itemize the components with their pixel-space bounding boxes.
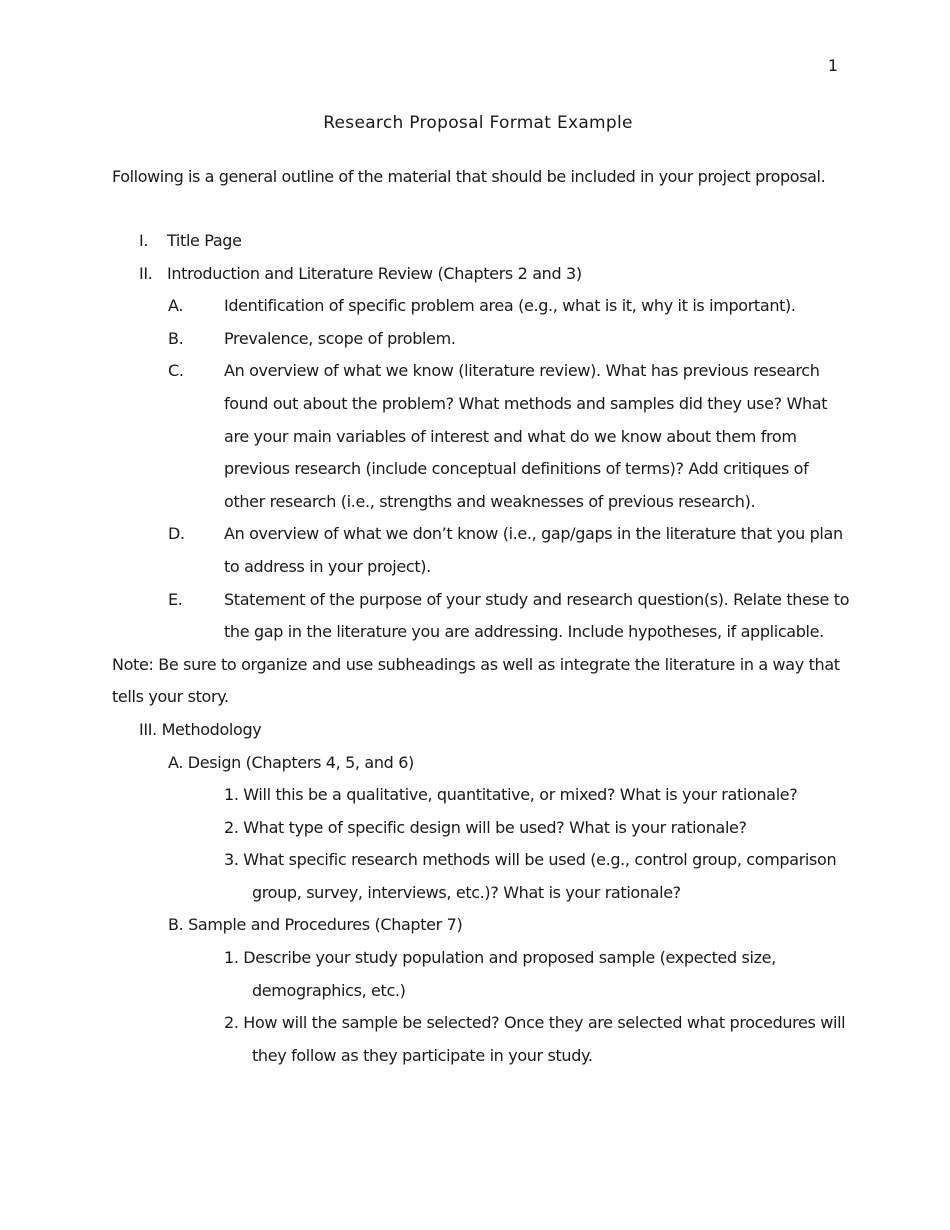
design-item-text: 3. What specific research methods will be used (e.g., control group, comparison group, survey, interviews, etc.)? What is your rationale? xyxy=(224,850,837,902)
item-text: Statement of the purpose of your study and research question(s). Relate these to the gap in the literature you are addressing. Include hypotheses, if applicable. xyxy=(224,589,850,642)
design-item-text: 2. What type of specific design will be used? What is your rationale? xyxy=(224,817,747,837)
item-label: A. xyxy=(168,296,184,316)
item-label: E. xyxy=(168,589,183,609)
design-item-text: 1. Will this be a qualitative, quantitative, or mixed? What is your rationale? xyxy=(224,785,798,805)
item-label: B. xyxy=(168,328,184,348)
item-text: Prevalence, scope of problem. xyxy=(224,328,456,348)
section-2-item-c xyxy=(112,355,852,518)
sample-item-text: 2. How will the sample be selected? Once they are selected what procedures will they follow as they participate in your study. xyxy=(224,1013,846,1065)
page-number: 1 xyxy=(827,56,838,75)
section-1-label: I. xyxy=(139,231,149,250)
section-2-item-d xyxy=(112,518,852,583)
design-item-3 xyxy=(112,844,852,909)
section-2-item-a xyxy=(112,290,852,323)
document-title: Research Proposal Format Example xyxy=(323,113,633,133)
item-label: C. xyxy=(168,361,184,381)
sample-item-text: 1. Describe your study population and proposed sample (expected size, demographics, etc.) xyxy=(224,948,776,1000)
section-3-heading: III. Methodology xyxy=(139,719,262,739)
note-paragraph: Note: Be sure to organize and use subheadings as well as integrate the literature in a way that tells your story. xyxy=(112,654,840,707)
section-2-item-e xyxy=(112,584,852,649)
section-2-item-b xyxy=(112,323,852,356)
item-label: D. xyxy=(168,524,185,544)
sample-item-1 xyxy=(112,942,852,1007)
section-2-text: Introduction and Literature Review (Chapters 2 and 3) xyxy=(167,263,582,283)
section-2-label: II. xyxy=(139,263,153,283)
item-text: An overview of what we don’t know (i.e., gap/gaps in the literature that you plan to address in your project). xyxy=(224,524,843,576)
outline-section-2 xyxy=(112,258,852,291)
outline-section-1 xyxy=(112,225,852,258)
section-1-text: Title Page xyxy=(167,231,242,250)
item-text: Identification of specific problem area (e.g., what is it, why it is important). xyxy=(224,296,796,316)
intro-paragraph: Following is a general outline of the material that should be included in your project proposal. xyxy=(112,167,826,186)
sample-item-2 xyxy=(112,1007,852,1072)
outline xyxy=(112,225,852,1072)
design-item-2 xyxy=(112,812,852,845)
design-item-1 xyxy=(112,779,852,812)
design-heading: A. Design (Chapters 4, 5, and 6) xyxy=(168,752,414,772)
item-text: An overview of what we know (literature review). What has previous research found out about the problem? What methods and samples did they use? What are your main variables of interest and what do we know about them from previous research (include conceptual definitions of terms)? Add critiques of other research (i.e., strengths and weaknesses of previous research). xyxy=(224,361,828,511)
sample-heading: B. Sample and Procedures (Chapter 7) xyxy=(168,915,463,935)
